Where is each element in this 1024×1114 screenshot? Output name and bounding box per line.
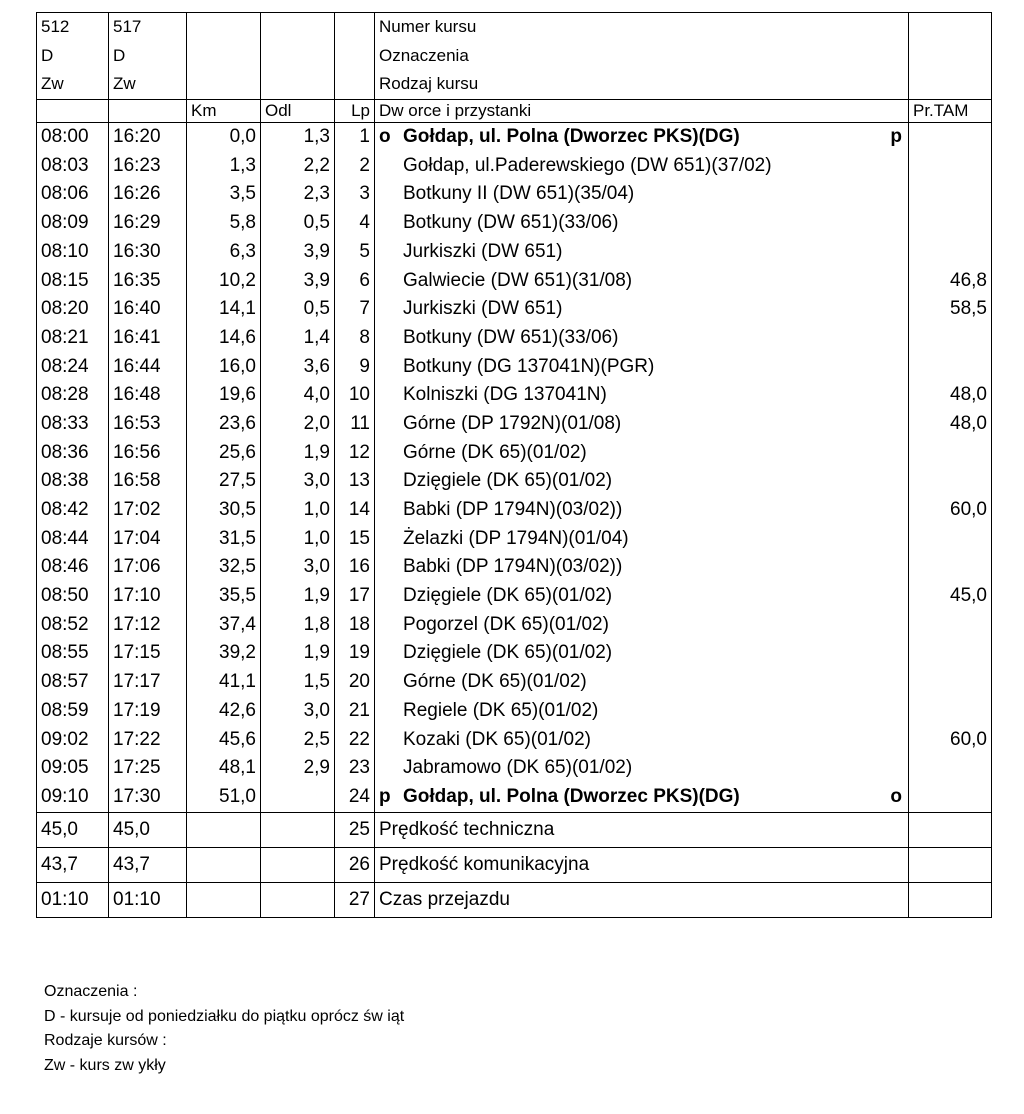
lp-cell: 1	[359, 126, 370, 148]
km-cell: 45,6	[219, 728, 256, 750]
stops-column	[375, 123, 909, 813]
stop-name: Jurkiszki (DW 651)	[403, 298, 563, 320]
pr-cell: 45,0	[950, 585, 987, 607]
t1-cell: 08:55	[41, 642, 89, 664]
km-cell: 37,4	[219, 613, 256, 635]
t1-cell: 08:33	[41, 412, 89, 434]
stop-marker-end: p	[890, 126, 902, 148]
col-stops: Dw orce i przystanki	[375, 100, 909, 123]
stop-row	[379, 267, 904, 296]
stop-marker-end	[902, 152, 904, 181]
odl-cell: 1,9	[303, 585, 330, 607]
notes-heading: Oznaczenia :	[44, 983, 138, 1000]
stop-marker-end	[902, 726, 904, 755]
stop-name: Dzięgiele (DK 65)(01/02)	[403, 470, 613, 492]
km-cell: 0,0	[229, 126, 256, 148]
stop-marker-start	[379, 611, 403, 640]
odl-cell: 1,3	[303, 126, 330, 148]
stop-row	[379, 754, 904, 783]
timetable	[36, 12, 992, 918]
stop-name: Regiele (DK 65)(01/02)	[403, 699, 599, 721]
km-cell: 27,5	[219, 470, 256, 492]
km-cell: 5,8	[229, 212, 256, 234]
stop-row	[379, 324, 904, 353]
odl-cell: 3,6	[303, 355, 330, 377]
t1-cell: 08:38	[41, 470, 89, 492]
lp-cell: 24	[348, 785, 370, 807]
lp-cell: 12	[348, 441, 370, 463]
stop-marker-end	[902, 525, 904, 554]
lp-cell: 11	[350, 412, 370, 434]
pr-cell	[913, 467, 987, 496]
pr-cell: 60,0	[950, 728, 987, 750]
stop-marker-end	[902, 324, 904, 353]
stop-marker-start	[379, 754, 403, 783]
lp-cell: 8	[359, 326, 370, 348]
course-number: 512	[41, 17, 70, 36]
stop-marker-start	[379, 295, 403, 324]
t1-cell: 09:10	[41, 785, 89, 807]
col-odl: Odl	[261, 100, 335, 123]
stop-name: Dzięgiele (DK 65)(01/02)	[403, 642, 613, 664]
legend-notes	[44, 980, 404, 1078]
t2-cell: 17:17	[113, 671, 161, 693]
t2-cell: 16:48	[113, 384, 161, 406]
t2-cell: 16:20	[113, 126, 161, 148]
stop-row	[379, 668, 904, 697]
course-number: 517	[113, 17, 142, 36]
lp-cell: 9	[359, 355, 370, 377]
course-type: Zw	[113, 74, 136, 94]
stop-marker-start	[379, 180, 403, 209]
pr-cell: 60,0	[950, 499, 987, 520]
pr-cell	[913, 639, 987, 668]
t2-cell: 17:06	[113, 556, 161, 578]
stop-name: Górne (DP 1792N)(01/08)	[403, 412, 622, 434]
km-cell: 10,2	[219, 269, 256, 291]
label-course-type: Rodzaj kursu	[379, 74, 479, 94]
note-d: D - kursuje od poniedziałku do piątku oprócz św iąt	[44, 1007, 405, 1025]
course-517-header	[109, 13, 187, 100]
pr-cell	[913, 238, 987, 267]
stop-marker-end	[902, 353, 904, 382]
t2-cell: 16:29	[113, 212, 161, 234]
header-row	[37, 13, 992, 100]
t2-cell: 17:25	[113, 757, 161, 779]
course-marking: D	[41, 45, 54, 65]
odl-cell: 3,0	[303, 699, 330, 721]
stop-marker-end	[902, 209, 904, 238]
stop-marker-start	[379, 668, 403, 697]
t2-cell: 17:02	[113, 499, 161, 520]
stop-marker-start	[379, 324, 403, 353]
odl-cell: 1,4	[303, 326, 330, 348]
stop-marker-end	[902, 754, 904, 783]
stop-name: Jabramowo (DK 65)(01/02)	[403, 757, 633, 779]
km-cell: 25,6	[219, 441, 256, 463]
lp-cell: 7	[359, 298, 370, 320]
pr-cell	[913, 209, 987, 238]
odl-cell: 1,0	[303, 527, 330, 549]
lp-cell: 14	[348, 499, 370, 520]
stop-row	[379, 496, 904, 525]
col-prtam: Pr.TAM	[909, 100, 992, 123]
stop-marker-end	[902, 467, 904, 496]
odl-cell: 2,2	[303, 154, 330, 176]
odl-cell: 3,0	[303, 556, 330, 578]
t1-cell: 08:03	[41, 154, 89, 176]
odl-cell: 1,0	[303, 499, 330, 520]
lp-cell: 4	[359, 212, 370, 234]
odl-cell: 3,9	[303, 240, 330, 262]
t1-cell: 08:44	[41, 527, 89, 549]
stop-marker-start	[379, 582, 403, 611]
t2-cell: 17:12	[113, 613, 161, 635]
stop-name: Babki (DP 1794N)(03/02))	[403, 499, 623, 520]
pr-cell	[913, 668, 987, 697]
lp-cell: 19	[348, 642, 370, 664]
stop-marker-end	[902, 381, 904, 410]
pr-cell: 48,0	[950, 412, 987, 434]
stop-row	[379, 697, 904, 726]
km-cell: 19,6	[219, 384, 256, 406]
stop-marker-end: o	[890, 785, 902, 807]
stop-marker-end	[902, 697, 904, 726]
km-cell: 14,6	[219, 326, 256, 348]
t1-cell: 08:15	[41, 269, 89, 291]
t2-cell: 16:44	[113, 355, 161, 377]
t1-cell: 08:46	[41, 556, 89, 578]
t1-cell: 08:20	[41, 298, 89, 320]
lp-cell: 18	[348, 613, 370, 635]
stop-marker-start	[379, 439, 403, 468]
stop-name: Górne (DK 65)(01/02)	[403, 441, 587, 463]
column-header-row	[37, 100, 992, 123]
odl-cell: 1,5	[303, 671, 330, 693]
km-cell: 14,1	[219, 298, 256, 320]
t2-cell: 16:53	[113, 412, 161, 434]
km-cell: 6,3	[229, 240, 256, 262]
odl-cell: 2,9	[303, 757, 330, 779]
t1-cell: 08:57	[41, 671, 89, 693]
pr-cell: 46,8	[950, 269, 987, 291]
stop-name: Dzięgiele (DK 65)(01/02)	[403, 585, 613, 607]
t2-cell: 16:56	[113, 441, 161, 463]
stop-name: Gołdap, ul.Paderewskiego (DW 651)(37/02)	[403, 154, 772, 176]
stop-row	[379, 439, 904, 468]
pr-cell	[913, 553, 987, 582]
course-512-header	[37, 13, 109, 100]
stop-name: Botkuny II (DW 651)(35/04)	[403, 183, 635, 205]
stop-marker-start	[379, 209, 403, 238]
lp-cell: 5	[359, 240, 370, 262]
t1-cell: 08:36	[41, 441, 89, 463]
footer-row-travel-time: 01:10 01:10 27 Czas przejazdu	[37, 882, 992, 917]
stop-marker-start	[379, 496, 403, 525]
km-cell: 31,5	[219, 527, 256, 549]
km-cell: 39,2	[219, 642, 256, 664]
stop-name: Jurkiszki (DW 651)	[403, 240, 563, 262]
stop-marker-end	[902, 639, 904, 668]
t1-cell: 08:28	[41, 384, 89, 406]
odl-cell: 1,8	[303, 613, 330, 635]
t1-cell: 08:21	[41, 326, 89, 348]
pr-cell	[913, 783, 987, 812]
lp-cell: 20	[348, 671, 370, 693]
lp-cell: 3	[359, 183, 370, 205]
t1-cell: 09:05	[41, 757, 89, 779]
stop-row	[379, 238, 904, 267]
t2-cell: 17:22	[113, 728, 161, 750]
pr-cell	[913, 611, 987, 640]
km-column	[187, 123, 261, 813]
stop-row	[379, 467, 904, 496]
stop-name: Babki (DP 1794N)(03/02))	[403, 556, 623, 578]
stop-marker-end	[902, 582, 904, 611]
odl-cell: 4,0	[303, 384, 330, 406]
t2-cell: 17:30	[113, 785, 161, 807]
stop-row	[379, 209, 904, 238]
t1-cell: 08:06	[41, 183, 89, 205]
odl-cell: 0,5	[303, 298, 330, 320]
t2-cell: 16:58	[113, 470, 161, 492]
t2-cell: 16:40	[113, 298, 161, 320]
t2-cell: 16:23	[113, 154, 161, 176]
stop-marker-end	[902, 611, 904, 640]
lp-cell: 22	[348, 728, 370, 750]
stop-marker-start: o	[379, 126, 391, 148]
stop-name: Gołdap, ul. Polna (Dworzec PKS)(DG)	[403, 785, 740, 807]
odl-cell: 2,5	[303, 728, 330, 750]
stop-marker-start	[379, 381, 403, 410]
km-cell: 48,1	[219, 757, 256, 779]
stop-name: Galwiecie (DW 651)(31/08)	[403, 269, 633, 291]
odl-cell: 0,5	[303, 212, 330, 234]
stop-marker-start	[379, 467, 403, 496]
footer-row-commercial-speed: 43,7 43,7 26 Prędkość komunikacyjna	[37, 847, 992, 882]
stop-marker-end	[902, 410, 904, 439]
odl-cell: 2,3	[303, 183, 330, 205]
stop-marker-start: p	[379, 785, 391, 807]
stop-marker-start	[379, 553, 403, 582]
km-cell: 16,0	[219, 355, 256, 377]
stop-marker-end	[902, 439, 904, 468]
stop-row	[379, 611, 904, 640]
stop-marker-end	[902, 180, 904, 209]
lp-cell: 2	[359, 154, 370, 176]
stop-row	[379, 381, 904, 410]
km-cell: 51,0	[219, 785, 256, 807]
t1-cell: 08:00	[41, 126, 89, 148]
stop-row	[379, 410, 904, 439]
odl-cell: 2,0	[303, 412, 330, 434]
t1-cell: 08:42	[41, 499, 89, 520]
t2-cell: 17:15	[113, 642, 161, 664]
odl-cell	[265, 783, 330, 812]
odl-cell: 1,9	[303, 441, 330, 463]
stop-marker-start	[379, 353, 403, 382]
km-cell: 32,5	[219, 556, 256, 578]
stop-marker-end	[902, 295, 904, 324]
km-cell: 35,5	[219, 585, 256, 607]
times-517	[109, 123, 187, 813]
pr-cell: 58,5	[950, 298, 987, 320]
stop-marker-end	[902, 238, 904, 267]
stop-row	[379, 726, 904, 755]
stop-name: Botkuny (DW 651)(33/06)	[403, 326, 619, 348]
odl-column	[261, 123, 335, 813]
label-course-number: Numer kursu	[379, 17, 477, 36]
stop-row	[379, 180, 904, 209]
label-markings: Oznaczenia	[379, 45, 469, 65]
lp-cell: 13	[348, 470, 370, 492]
odl-cell: 1,9	[303, 642, 330, 664]
stop-name: Botkuny (DG 137041N)(PGR)	[403, 355, 655, 377]
stop-row	[379, 553, 904, 582]
stop-name: Botkuny (DW 651)(33/06)	[403, 212, 619, 234]
odl-cell: 3,0	[303, 470, 330, 492]
stop-marker-start	[379, 525, 403, 554]
km-cell: 30,5	[219, 499, 256, 520]
t1-cell: 08:10	[41, 240, 89, 262]
km-cell: 3,5	[229, 183, 256, 205]
stop-marker-start	[379, 410, 403, 439]
stop-row	[379, 639, 904, 668]
stop-name: Żelazki (DP 1794N)(01/04)	[403, 527, 629, 549]
col-km: Km	[187, 100, 261, 123]
lp-cell: 10	[348, 384, 370, 406]
km-cell: 41,1	[219, 671, 256, 693]
pr-cell	[913, 152, 987, 181]
pr-cell	[913, 525, 987, 554]
pr-cell	[913, 439, 987, 468]
course-marking: D	[113, 45, 126, 65]
stop-name: Górne (DK 65)(01/02)	[403, 671, 587, 693]
prtam-column	[909, 123, 992, 813]
stop-row	[379, 783, 904, 812]
t2-cell: 16:26	[113, 183, 161, 205]
footer-row-technical-speed: 45,0 45,0 25 Prędkość techniczna	[37, 812, 992, 847]
note-zw: Zw - kurs zw ykły	[44, 1056, 166, 1074]
t2-cell: 16:41	[113, 326, 161, 348]
times-512	[37, 123, 109, 813]
t2-cell: 16:30	[113, 240, 161, 262]
stop-row	[379, 582, 904, 611]
stop-marker-end	[902, 496, 904, 525]
t2-cell: 17:10	[113, 585, 161, 607]
lp-cell: 16	[348, 556, 370, 578]
pr-cell	[913, 324, 987, 353]
stop-marker-start	[379, 639, 403, 668]
t1-cell: 08:09	[41, 212, 89, 234]
t2-cell: 17:19	[113, 699, 161, 721]
pr-cell	[913, 754, 987, 783]
t1-cell: 08:52	[41, 613, 89, 635]
lp-cell: 6	[359, 269, 370, 291]
lp-column	[335, 123, 375, 813]
stop-name: Gołdap, ul. Polna (Dworzec PKS)(DG)	[403, 126, 740, 148]
stop-row	[379, 295, 904, 324]
stop-row	[379, 152, 904, 181]
stop-row	[379, 353, 904, 382]
stop-name: Pogorzel (DK 65)(01/02)	[403, 613, 609, 635]
pr-cell: 48,0	[950, 384, 987, 406]
stop-name: Kolniszki (DG 137041N)	[403, 384, 607, 406]
stop-marker-start	[379, 238, 403, 267]
pr-cell	[913, 353, 987, 382]
lp-cell: 21	[348, 699, 370, 721]
pr-cell	[913, 123, 987, 152]
stop-marker-start	[379, 697, 403, 726]
stop-marker-end	[902, 553, 904, 582]
t1-cell: 09:02	[41, 728, 89, 750]
stop-row	[379, 525, 904, 554]
stop-marker-start	[379, 152, 403, 181]
pr-cell	[913, 697, 987, 726]
stop-name: Kozaki (DK 65)(01/02)	[403, 728, 591, 750]
km-cell: 1,3	[229, 154, 256, 176]
t2-cell: 16:35	[113, 269, 161, 291]
odl-cell: 3,9	[303, 269, 330, 291]
lp-cell: 15	[348, 527, 370, 549]
t1-cell: 08:50	[41, 585, 89, 607]
stop-marker-end	[902, 267, 904, 296]
stops-body	[37, 123, 992, 813]
stop-marker-end	[902, 668, 904, 697]
lp-cell: 17	[348, 585, 370, 607]
t1-cell: 08:24	[41, 355, 89, 377]
stop-marker-start	[379, 726, 403, 755]
pr-cell	[913, 180, 987, 209]
header-labels	[375, 13, 909, 100]
notes-types-heading: Rodzaje kursów :	[44, 1032, 167, 1049]
t2-cell: 17:04	[113, 527, 161, 549]
t1-cell: 08:59	[41, 699, 89, 721]
course-type: Zw	[41, 74, 64, 94]
stop-marker-start	[379, 267, 403, 296]
km-cell: 23,6	[219, 412, 256, 434]
lp-cell: 23	[348, 757, 370, 779]
col-lp: Lp	[335, 100, 375, 123]
km-cell: 42,6	[219, 699, 256, 721]
stop-row	[379, 123, 904, 152]
